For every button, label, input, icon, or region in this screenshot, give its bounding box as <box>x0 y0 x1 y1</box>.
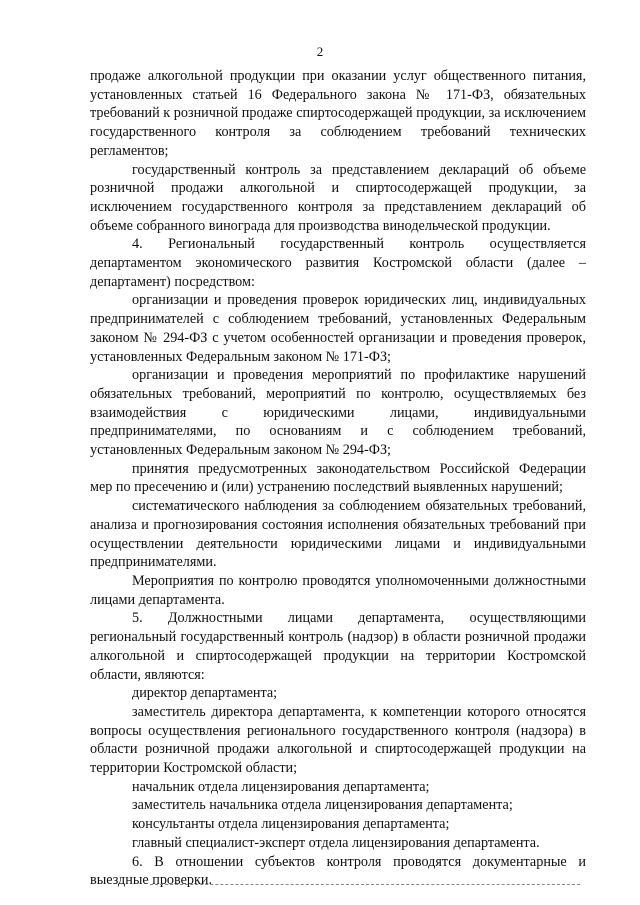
paragraph-prevention: организации и проведения мероприятий по профилактике нарушений обязательных требований, мероприятий по контролю, осуществляемых без взаимодействия с юридическими лицами, индивидуальными предпринимателями, по основаниям и с соблюдением требований, установленных Федеральным законом № 294-ФЗ; <box>90 367 586 459</box>
bottom-divider <box>150 884 580 885</box>
list-item-chief-specialist: главный специалист-эксперт отдела лицензирования департамента. <box>132 834 540 851</box>
paragraph-declarations-control: государственный контроль за представлением деклараций об объеме розничной продажи алкогольной и спиртосодержащей продукции, за исключением государственного контроля за представлением деклараций об объеме собранного винограда для производства винодельческой продукции. <box>90 161 586 234</box>
list-item-consultants: консультанты отдела лицензирования департамента; <box>132 816 450 833</box>
list-item-deputy-director: заместитель директора департамента, к компетенции которого относятся вопросы осуществления регионального государственного контроля (надзора) в области розничной продажи алкогольной и спиртосодержащей продукции на территории Костромской области; <box>90 703 586 777</box>
paragraph-section-5: 5. Должностными лицами департамента, осуществляющими региональный государственный контроль (надзор) в области розничной продажи алкогольной и спиртосодержащей продукции на территории Костромской области, являются: <box>90 610 586 683</box>
list-item-director: директор департамента; <box>132 685 278 702</box>
paragraph-section-6: 6. В отношении субъектов контроля проводятся документарные и выездные проверки. <box>90 853 586 889</box>
paragraph-continuation: продаже алкогольной продукции при оказании услуг общественного питания, установленных статьей 16 Федерального закона № 171-ФЗ, обязательных требований к розничной продаже спиртосодержащей продукции, за исключением государственного контроля за соблюдением требований технических регламентов; <box>90 68 586 159</box>
page-number: 2 <box>316 44 324 59</box>
paragraph-measures: принятия предусмотренных законодательством Российской Федерации мер по пресечению и (или) устранению последствий выявленных нарушений; <box>90 460 586 496</box>
paragraph-inspections: организации и проведения проверок юридических лиц, индивидуальных предпринимателей с соблюдением требований, установленных Федеральным законом № 294-ФЗ с учетом особенностей организации и проведения проверок, установленных Федеральным законом № 171-ФЗ; <box>90 292 586 365</box>
list-item-deputy-head-of-licensing: заместитель начальника отдела лицензирования департамента; <box>132 797 513 814</box>
document-body <box>90 67 586 890</box>
paragraph-observation: систематического наблюдения за соблюдением обязательных требований, анализа и прогнозирования состояния исполнения обязательных требований при осуществлении деятельности юридическими лицами и индивидуальными предпринимателями. <box>90 498 586 571</box>
paragraph-officials-conduct: Мероприятия по контролю проводятся уполномоченными должностными лицами департамента. <box>90 572 586 608</box>
paragraph-section-4: 4. Региональный государственный контроль осуществляется департаментом экономического развития Костромской области (далее – департамент) посредством: <box>90 236 586 290</box>
list-item-head-of-licensing: начальник отдела лицензирования департамента; <box>132 778 430 795</box>
